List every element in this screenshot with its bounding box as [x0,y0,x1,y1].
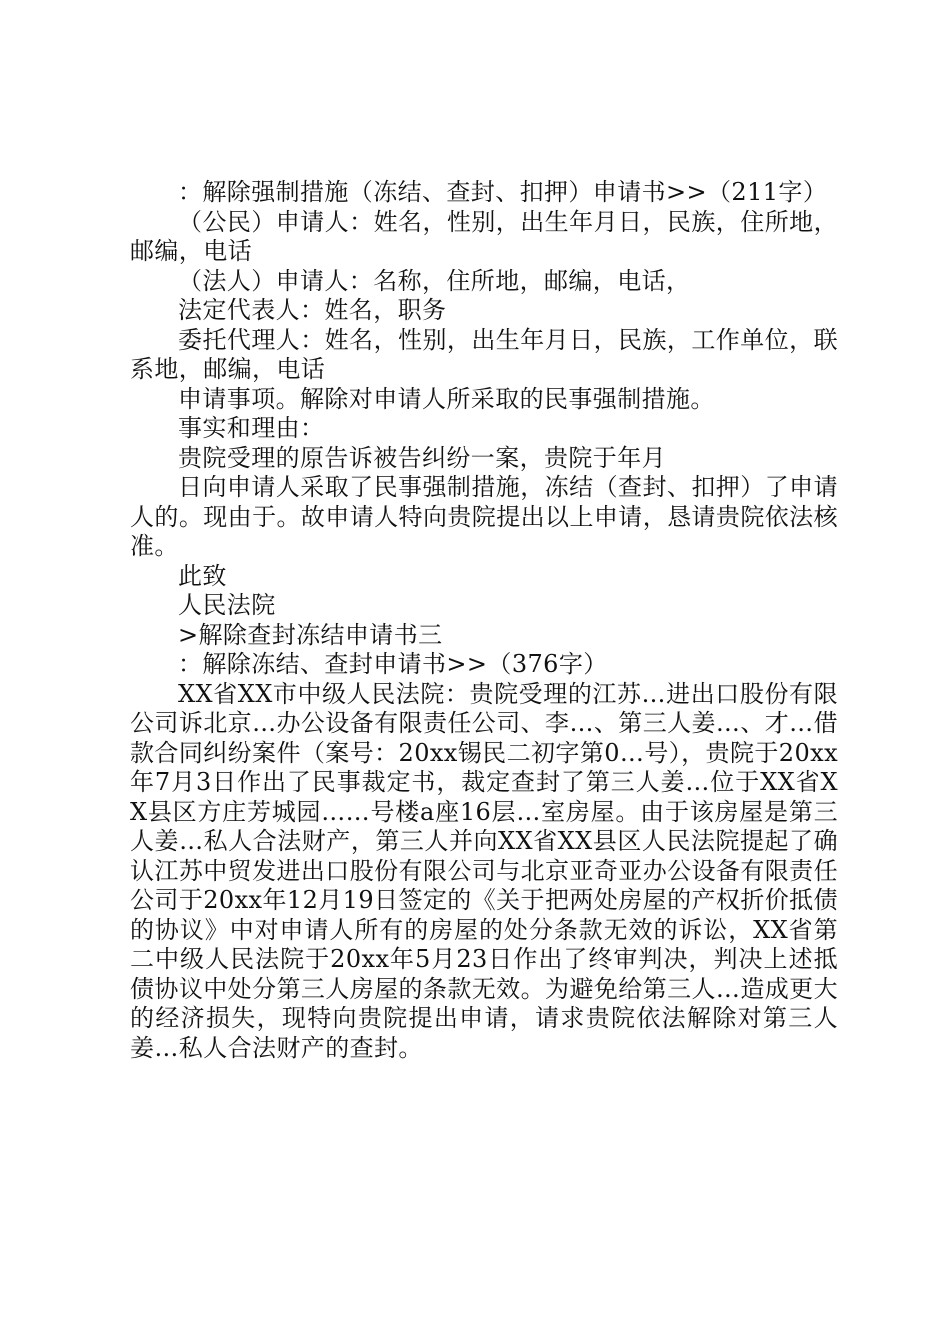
document-body [130,178,838,1063]
salutation-paragraph: 此致 [178,561,227,590]
facts-reasons-heading: 事实和理由： [178,414,325,442]
legal-person-applicant-paragraph: （法人）申请人：名称，住所地，邮编，电话， [178,266,691,295]
second-title-paragraph: ：解除冻结、查封申请书>>（376字） [178,650,608,678]
measures-paragraph: 日向申请人采取了民事强制措施，冻结（查封、扣押）了申请人的。现由于。故申请人特向贵院提出以上申请，恳请贵院依法核准。 [130,473,838,560]
title-paragraph: ：解除强制措施（冻结、查封、扣押）申请书>>（211字） [178,178,828,206]
citizen-applicant-paragraph: （公民）申请人：姓名，性别，出生年月日，民族，住所地，邮编，电话 [130,207,838,265]
application-matters-paragraph: 申请事项。解除对申请人所采取的民事强制措施。 [178,384,715,413]
agent-paragraph: 委托代理人：姓名，性别，出生年月日，民族，工作单位，联系地，邮编，电话 [130,325,838,383]
main-body-paragraph: XX省XX市中级人民法院：贵院受理的江苏…进出口股份有限公司诉北京…办公设备有限责任公司、李…、第三人姜…、才…借款合同纠纷案件（案号：20xx锡民二初字第0…号），贵院于20xx年7月3日作出了民事裁定书，裁定查封了第三人姜…位于XX省XX县区方庄芳城园……号楼a座16层…室房屋。由于该房屋是第三人姜…私人合法财产，第三人并向XX省XX县区人民法院提起了确认江苏中贸发进出口股份有限公司与北京亚奇亚办公设备有限责任公司于20xx年12月19日签定的《关于把两处房屋的产权折价抵债的协议》中对申请人所有的房屋的处分条款无效的诉讼，XX省第二中级人民法院于20xx年5月23日作出了终审判决，判决上述抵债协议中处分第三人房屋的条款无效。为避免给第三人…造成更大的经济损失，现特向贵院提出申请，请求贵院依法解除对第三人姜…私人合法财产的查封。 [130,679,838,1062]
court-name-paragraph: 人民法院 [178,591,276,619]
section-three-heading: >解除查封冻结申请书三 [178,620,443,649]
legal-representative-paragraph: 法定代表人：姓名，职务 [178,296,447,324]
case-accepted-paragraph: 贵院受理的原告诉被告纠纷一案，贵院于年月 [178,443,666,472]
